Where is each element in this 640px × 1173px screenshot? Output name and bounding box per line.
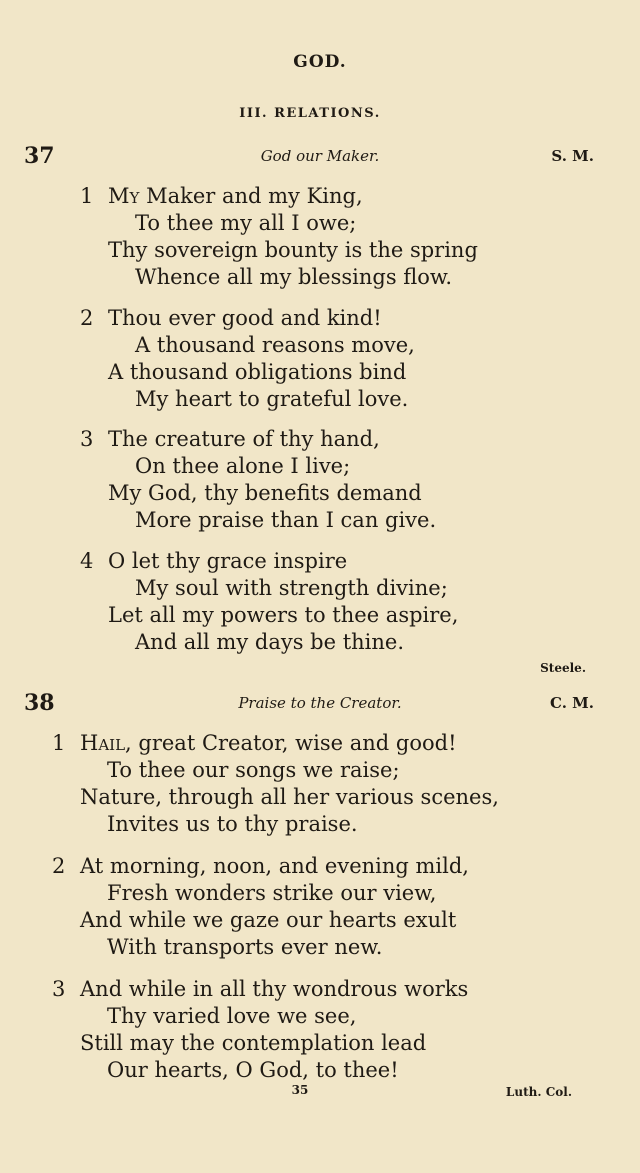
hymn-37-verse-2 <box>80 305 415 413</box>
verse-line: Our hearts, O God, to thee! <box>107 1058 399 1082</box>
hymn-author: Steele. <box>540 661 586 675</box>
hymn-38-verse-3 <box>52 976 469 1084</box>
verse-line: O let thy grace inspire <box>108 549 348 573</box>
verse-line: Whence all my blessings flow. <box>135 265 453 289</box>
hymn-title: God our Maker. <box>260 147 380 165</box>
verse-line: Let all my powers to thee aspire, <box>108 603 459 627</box>
verse-line: My heart to grateful love. <box>135 387 409 411</box>
hymn-meter: C. M. <box>550 694 594 712</box>
verse-line: , great Creator, wise and good! <box>125 731 457 755</box>
verse-line: My God, thy benefits demand <box>108 481 422 505</box>
verse-line: My soul with strength divine; <box>135 576 448 600</box>
verse-line: And while we gaze our hearts exult <box>80 908 457 932</box>
verse-number: 1 <box>80 184 94 208</box>
hymn-37-verse-4 <box>80 548 459 656</box>
hymn-37-verse-1 <box>80 183 478 291</box>
verse-line: The creature of thy hand, <box>108 427 380 451</box>
hymn-title: Praise to the Creator. <box>238 694 402 712</box>
verse-line: Thou ever good and kind! <box>108 306 382 330</box>
verse-number: 2 <box>52 854 66 878</box>
verse-number: 4 <box>80 549 94 573</box>
verse-line: Maker and my King, <box>139 184 363 208</box>
verse-first-word: My <box>108 184 140 208</box>
verse-line: With transports ever new. <box>107 935 383 959</box>
verse-number: 3 <box>52 977 66 1001</box>
verse-line: Thy varied love we see, <box>107 1004 357 1028</box>
verse-line: Fresh wonders strike our view, <box>107 881 437 905</box>
verse-line: Still may the contemplation lead <box>80 1031 427 1055</box>
verse-line: At morning, noon, and evening mild, <box>80 854 469 878</box>
hymn-meter: S. M. <box>551 147 594 165</box>
running-head: GOD. <box>293 52 347 72</box>
hymn-38-verse-1 <box>52 730 499 838</box>
hymn-number: 38 <box>24 690 55 716</box>
verse-line: Thy sovereign bounty is the spring <box>108 238 478 262</box>
verse-line: More praise than I can give. <box>135 508 437 532</box>
verse-line: On thee alone I live; <box>135 454 351 478</box>
verse-line: And all my days be thine. <box>135 630 405 654</box>
verse-number: 1 <box>52 731 66 755</box>
page-number: 35 <box>291 1083 309 1097</box>
verse-line: To thee my all I owe; <box>135 211 357 235</box>
hymn-37-verse-3 <box>80 426 437 534</box>
section-heading: III. RELATIONS. <box>239 106 381 121</box>
hymn-author: Luth. Col. <box>505 1085 572 1099</box>
hymn-38-header <box>0 690 640 716</box>
hymn-number: 37 <box>24 143 55 169</box>
verse-line: Nature, through all her various scenes, <box>80 785 499 809</box>
verse-number: 2 <box>80 306 94 330</box>
hymn-37-header <box>0 143 640 169</box>
hymn-38-verse-2 <box>52 853 469 961</box>
verse-number: 3 <box>80 427 94 451</box>
verse-line: And while in all thy wondrous works <box>80 977 469 1001</box>
verse-first-word: Hail <box>80 731 126 755</box>
verse-line: A thousand reasons move, <box>135 333 415 357</box>
verse-line: A thousand obligations bind <box>108 360 407 384</box>
verse-line: To thee our songs we raise; <box>107 758 400 782</box>
verse-line: Invites us to thy praise. <box>107 812 358 836</box>
